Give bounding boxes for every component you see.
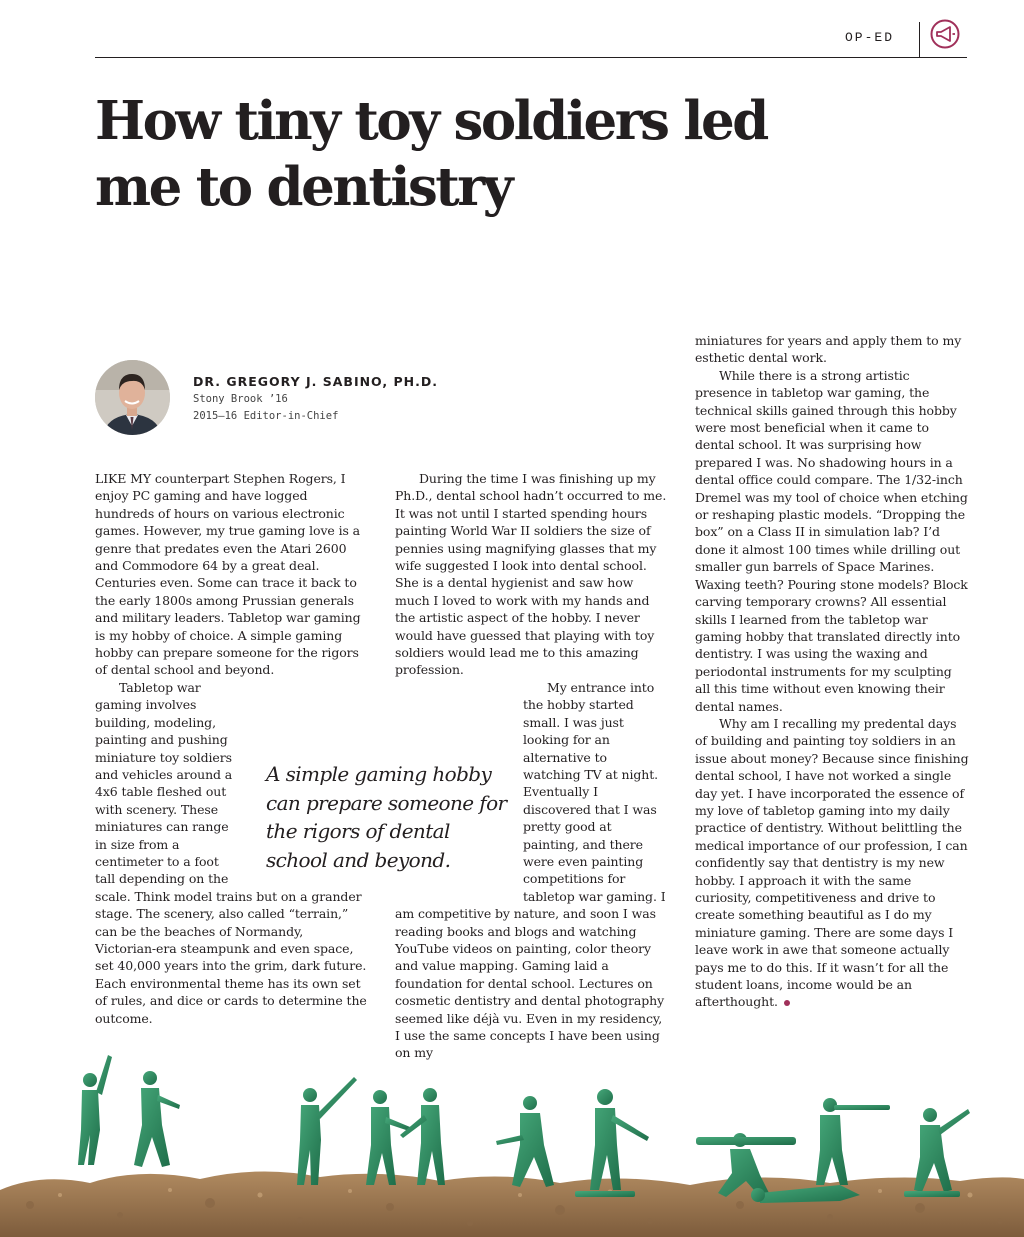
header-divider <box>919 22 920 57</box>
megaphone-icon <box>929 19 961 49</box>
body-paragraph: Tabletop war gaming involves building, modeling, painting and pushing miniature toy soldiers and vehicles around a 4x6 table fleshed out with scenery. These miniatures can range in size from a centimeter to a foot tall depending on the scale. Think model trains but on a grander stage. The scenery, also called “terrain,” can be the beaches of Normandy, Victorian-era steampunk and even space, set 40,000 years into the grim, dark future. Each environmental theme has its own set of rules, and dice or cards to determine the outcome. <box>95 679 367 1026</box>
author-role: 2015–16 Editor-in-Chief <box>193 410 339 422</box>
end-mark <box>784 1000 790 1006</box>
body-paragraph: LIKE MY counterpart Stephen Rogers, I enjoy PC gaming and have logged hundreds of hours on various electronic games. However, my true gaming love is a genre that predates even the Atari 2600 and Commodore 64 by a great deal. Centuries even. Some can trace it back to the early 1800s among Prussian generals and military leaders. Tabletop war gaming is my hobby of choice. A simple gaming hobby can prepare someone for the rigors of dental school and beyond. <box>95 471 361 678</box>
author-portrait <box>95 360 170 435</box>
body-paragraph: While there is a strong artistic presence in tabletop war gaming, the technical skills gained through this hobby were most beneficial when it came to dental school. It was surprising how prepared I was. No shadowing hours in a dental office could compare. The 1/32-inch Dremel was my tool of choice when etching or reshaping plastic models. “Dropping the box” on a Class II in simulation lab? I’d done it almost 100 times while drilling out smaller gun barrels of Space Marines. Waxing teeth? Pouring stone models? Block carving temporary crowns? All essential skills I learned from the tabletop war gaming hobby that translated directly into dentistry. I was using the waxing and periodontal instruments for my sculpting all this time without even knowing their dental names. <box>695 367 968 714</box>
body-paragraph: My entrance into the hobby started small. I was just looking for an alternative to watching TV at night. Eventually I discovered that I was pretty good at painting, and there were even painting competitions for tabletop war gaming. I am competitive by nature, and soon I was reading books and blogs and watching YouTube videos on painting, color theory and value mapping. Gaming laid a foundation for dental school. Lectures on cosmetic dentistry and dental photography seemed like déjà vu. Even in my residency, I use the same concepts I have been using on my <box>395 679 666 1061</box>
pullquote: A simple gaming hobby can prepare someone for the rigors of dental school and beyond. <box>266 762 507 872</box>
article-title: How tiny toy soldiers led me to dentistry <box>95 90 767 218</box>
toy-soldiers-illustration <box>0 1045 1024 1237</box>
body-paragraph: miniatures for years and apply them to my esthetic dental work. <box>695 333 962 366</box>
author-avatar <box>95 360 170 435</box>
author-school: Stony Brook ’16 <box>193 393 288 405</box>
header-rule <box>95 57 967 58</box>
author-name: DR. GREGORY J. SABINO, PH.D. <box>193 374 439 389</box>
body-paragraph: During the time I was finishing up my Ph.D., dental school hadn’t occurred to me. It was not until I started spending hours painting World War II soldiers the size of pennies using magnifying glasses that my wife suggested I look into dental school. She is a dental hygienist and saw how much I loved to work with my hands and the artistic aspect of the hobby. I never would have guessed that playing with toy soldiers would lead me to this amazing profession. <box>395 471 667 678</box>
body-column-3 <box>695 332 970 1011</box>
section-label: OP-ED <box>845 30 895 45</box>
body-paragraph: Why am I recalling my predental days of building and painting toy soldiers in an issue about money? Because since finishing dental school, I have not worked a single day yet. I have incorporated the essence of my love of tabletop gaming into my daily practice of dentistry. Without belittling the medical importance of our profession, I can confidently say that dentistry is my new hobby. I approach it with the same curiosity, competitiveness and drive to create something beautiful as I do my miniature gaming. There are some days I leave work in awe that someone actually pays me to do this. If it wasn’t for all the student loans, income would be an afterthought. <box>695 715 969 1010</box>
body-column-1 <box>95 470 367 1027</box>
